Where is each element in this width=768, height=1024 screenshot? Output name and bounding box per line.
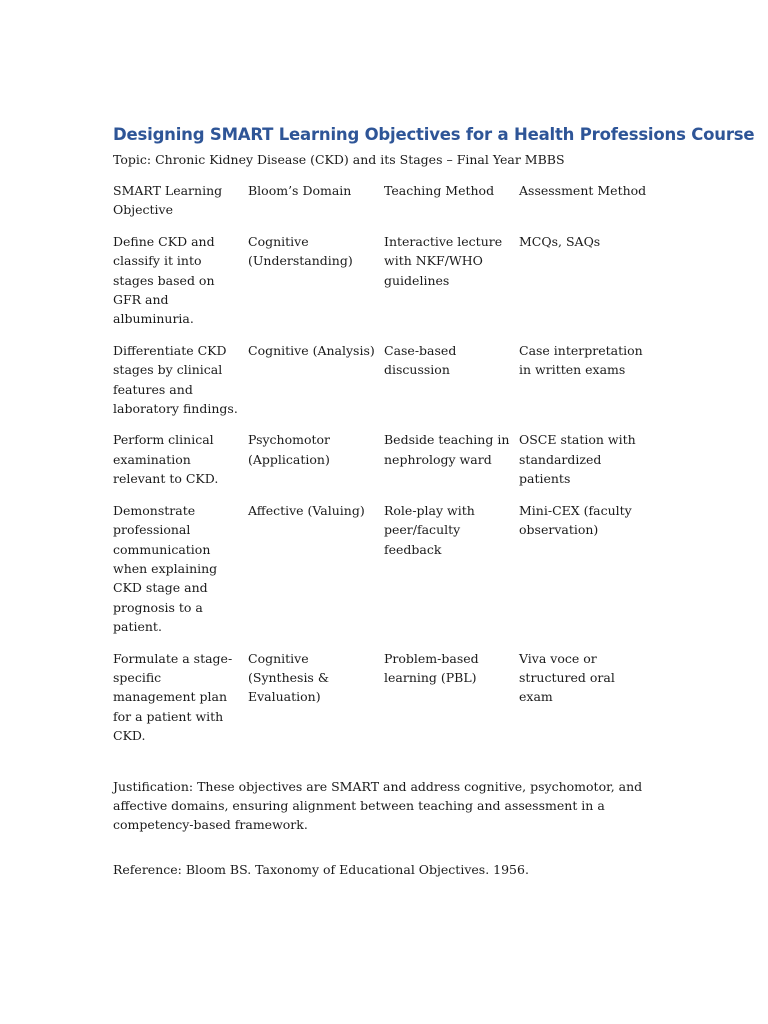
table-header-row [113,181,655,232]
cell-teaching: Role-play with peer/faculty feedback [384,502,475,557]
cell-assessment: OSCE station with standardized patients [519,432,636,487]
table-row [113,430,655,500]
table-row [113,649,655,758]
objectives-table [113,181,655,758]
cell-assessment: MCQs, SAQs [519,233,601,249]
cell-assessment: Mini-CEX (faculty observation) [519,502,632,538]
header-teaching-method: Teaching Method [384,183,495,198]
topic-line: Topic: Chronic Kidney Disease (CKD) and its Stages – Final Year MBBS [113,152,565,167]
cell-objective: Demonstrate professional communication when explaining CKD stage and prognosis to a patient. [113,502,218,635]
cell-teaching: Problem-based learning (PBL) [384,650,479,685]
justification-paragraph: Justification: These objectives are SMART and address cognitive, psychomotor, and affective domains, ensuring alignment between teaching and assessment in a competency-based framework. [113,778,643,833]
cell-objective: Perform clinical examination relevant to CKD. [113,432,219,487]
header-assessment-method: Assessment Method [519,183,647,198]
cell-domain: Affective (Valuing) [248,502,365,518]
header-blooms-domain: Bloom’s Domain [248,183,352,198]
reference-line: Reference: Bloom BS. Taxonomy of Educational Objectives. 1956. [113,861,529,877]
cell-domain: Cognitive (Analysis) [248,342,375,358]
cell-objective: Formulate a stage-specific management plan for a patient with CKD. [113,650,233,744]
cell-objective: Differentiate CKD stages by clinical features and laboratory findings. [113,342,238,417]
cell-domain: Cognitive (Synthesis & Evaluation) [248,650,329,705]
table-row [113,341,655,431]
header-objective: SMART Learning Objective [113,183,223,218]
cell-domain: Cognitive (Understanding) [248,233,353,269]
table-row [113,232,655,341]
cell-objective: Define CKD and classify it into stages based on GFR and albuminuria. [113,233,215,327]
cell-teaching: Interactive lecture with NKF/WHO guidelines [384,233,503,288]
cell-assessment: Viva voce or structured oral exam [519,650,615,705]
table-row [113,501,655,649]
document-page [113,124,755,879]
document-title: Designing SMART Learning Objectives for a Health Professions Course [113,125,755,144]
cell-domain: Psychomotor (Application) [248,432,331,467]
cell-teaching: Bedside teaching in nephrology ward [384,432,510,467]
cell-teaching: Case-based discussion [384,342,457,378]
cell-assessment: Case interpretation in written exams [519,342,643,378]
